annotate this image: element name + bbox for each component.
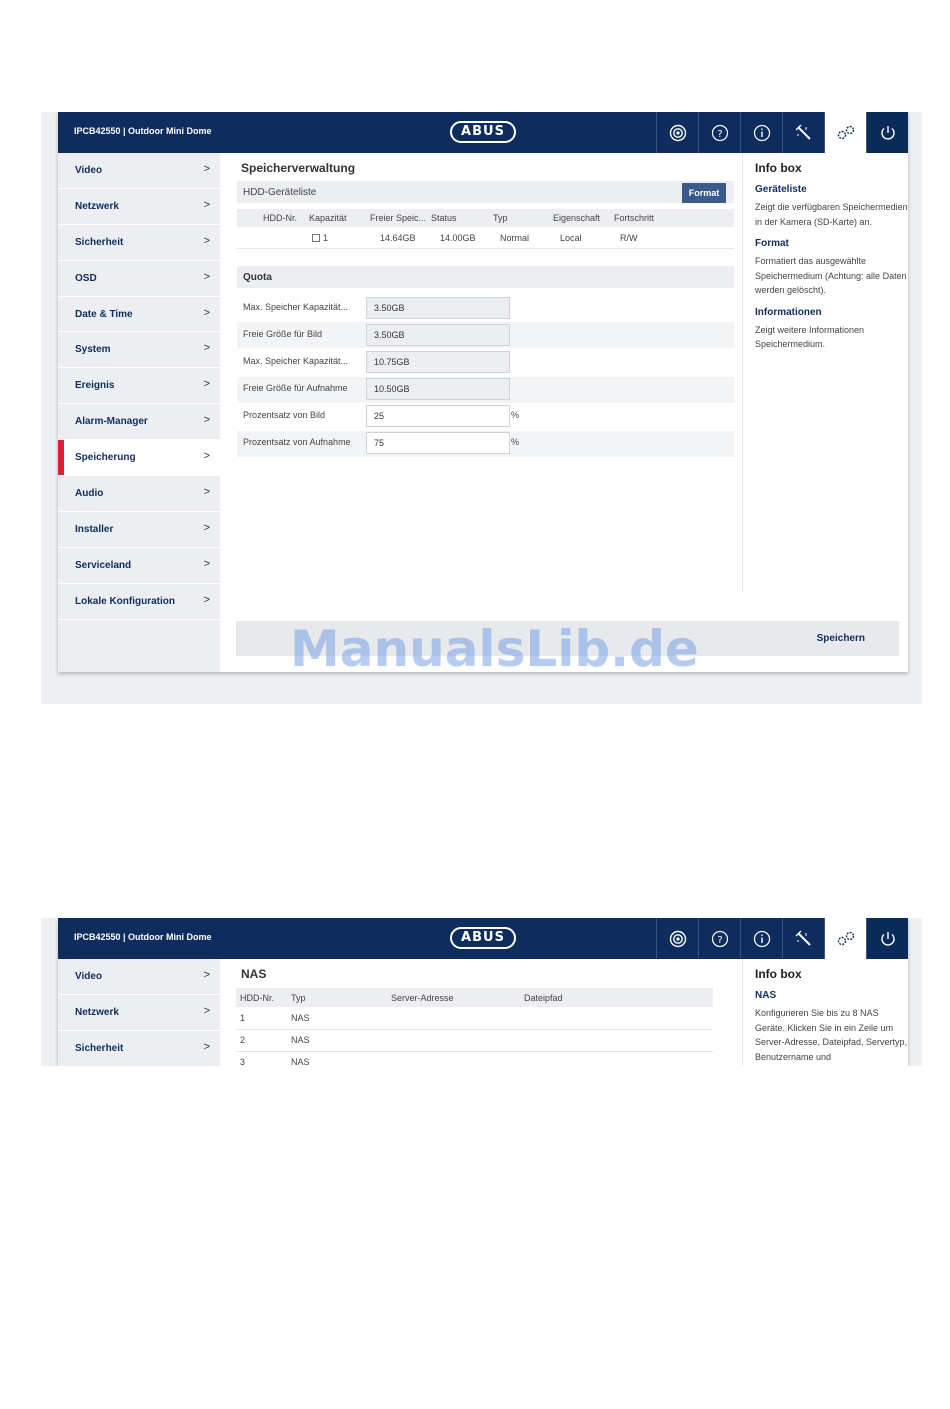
- info-text: Zeigt die verfügbaren Speichermedien in der Kamera (SD-Karte) an.: [755, 202, 908, 227]
- quota-label: Freie Größe für Bild: [243, 329, 323, 339]
- sidebar-item-serviceland[interactable]: Serviceland >: [58, 548, 220, 584]
- col-hdd-nr: HDD-Nr.: [263, 213, 297, 223]
- info-box-title: Info box: [755, 161, 802, 175]
- info-icon[interactable]: [740, 112, 782, 153]
- sidebar-item-ereignis[interactable]: Ereignis >: [58, 368, 220, 404]
- svg-text:?: ?: [716, 934, 723, 946]
- camera-icon[interactable]: [656, 918, 698, 959]
- info-heading: Geräteliste: [755, 184, 807, 195]
- toolbar: [656, 918, 908, 959]
- table-row[interactable]: 2 NAS: [236, 1030, 713, 1052]
- max-image-capacity-field: 3.50GB: [366, 297, 510, 319]
- chevron-right-icon: >: [203, 450, 210, 463]
- wizard-icon[interactable]: [782, 112, 824, 153]
- info-box: [742, 959, 908, 1066]
- chevron-right-icon: >: [203, 1040, 210, 1053]
- main-content: [220, 959, 908, 1066]
- hdd-list-bar: [237, 181, 734, 203]
- chevron-right-icon: >: [203, 306, 210, 319]
- storage-screenshot: [41, 112, 922, 704]
- abus-logo: ABUS: [450, 121, 516, 143]
- info-text: Formatiert das ausgewählte Speichermedium (Achtung: alle Daten werden gelöscht).: [755, 256, 907, 295]
- chevron-right-icon: >: [203, 234, 210, 247]
- col-kapazitaet: Kapazität: [309, 213, 347, 223]
- col-dateipfad: Dateipfad: [524, 993, 563, 1003]
- nas-title: NAS: [241, 967, 267, 981]
- quota-label: Prozentsatz von Bild: [243, 410, 326, 420]
- main-content: [220, 153, 908, 672]
- chevron-right-icon: >: [203, 198, 210, 211]
- sidebar-item-alarm-manager[interactable]: Alarm-Manager >: [58, 404, 220, 440]
- quota-title: Quota: [243, 272, 272, 283]
- info-heading: Format: [755, 238, 789, 249]
- table-row[interactable]: 3 NAS: [236, 1052, 713, 1066]
- camera-icon[interactable]: [656, 112, 698, 153]
- col-eigenschaft: Eigenschaft: [553, 213, 601, 223]
- abus-logo: ABUS: [450, 927, 516, 949]
- app-window: [58, 112, 908, 672]
- info-text: Zeigt weitere Informationen Speichermedium.: [755, 324, 865, 349]
- sidebar-item-sicherheit[interactable]: Sicherheit >: [58, 225, 220, 261]
- col-status: Status: [431, 213, 457, 223]
- quota-bar: [237, 266, 734, 288]
- sidebar-item-speicherung[interactable]: Speicherung >: [58, 440, 220, 476]
- help-icon[interactable]: [698, 112, 740, 153]
- top-bar: [58, 918, 908, 959]
- chevron-right-icon: >: [203, 342, 210, 355]
- table-row[interactable]: 1 NAS: [236, 1008, 713, 1030]
- col-typ: Typ: [291, 993, 306, 1003]
- chevron-right-icon: >: [203, 486, 210, 499]
- record-percentage-input[interactable]: 75: [366, 432, 510, 454]
- device-title: IPCB42550 | Outdoor Mini Dome: [74, 932, 212, 942]
- nas-table-header: [236, 988, 713, 1007]
- toolbar: [656, 112, 908, 153]
- hdd-table-header: [237, 209, 734, 227]
- col-fortschritt: Fortschritt: [614, 213, 655, 223]
- chevron-right-icon: >: [203, 270, 210, 283]
- top-bar: [58, 112, 908, 153]
- max-record-capacity-field: 10.75GB: [366, 351, 510, 373]
- chevron-right-icon: >: [203, 414, 210, 427]
- wizard-icon[interactable]: [782, 918, 824, 959]
- chevron-right-icon: >: [203, 1004, 210, 1017]
- chevron-right-icon: >: [203, 557, 210, 570]
- sidebar-item-audio[interactable]: Audio >: [58, 476, 220, 512]
- chevron-right-icon: >: [203, 593, 210, 606]
- chevron-right-icon: >: [203, 163, 210, 175]
- col-typ: Typ: [493, 213, 508, 223]
- quota-label: Freie Größe für Aufnahme: [243, 383, 348, 393]
- quota-label: Prozentsatz von Aufnahme: [243, 437, 351, 447]
- info-icon[interactable]: [740, 918, 782, 959]
- sidebar-item-lokale-konfiguration[interactable]: Lokale Konfiguration >: [58, 584, 220, 620]
- row-checkbox[interactable]: [312, 234, 320, 242]
- image-percentage-input[interactable]: 25: [366, 405, 510, 427]
- col-hdd-nr: HDD-Nr.: [240, 993, 274, 1003]
- chevron-right-icon: >: [203, 378, 210, 391]
- info-box: [742, 153, 908, 592]
- quota-label: Max. Speicher Kapazität...: [243, 302, 349, 312]
- free-record-size-field: 10.50GB: [366, 378, 510, 400]
- info-box-title: Info box: [755, 967, 802, 981]
- sidebar-item-sicherheit[interactable]: Sicherheit >: [58, 1031, 220, 1066]
- table-row[interactable]: 1 14.64GB 14.00GB Normal Local R/W: [237, 228, 734, 249]
- chevron-right-icon: >: [203, 521, 210, 534]
- power-icon[interactable]: [866, 918, 908, 959]
- power-icon[interactable]: [866, 112, 908, 153]
- sidebar: [58, 153, 220, 672]
- quota-label: Max. Speicher Kapazität...: [243, 356, 349, 366]
- sidebar-item-video[interactable]: Video >: [58, 153, 220, 189]
- sidebar-item-video[interactable]: Video >: [58, 959, 220, 995]
- sidebar: [58, 959, 220, 1066]
- col-freier-speicher: Freier Speic...: [370, 213, 427, 223]
- settings-icon[interactable]: [824, 918, 866, 959]
- percent-unit: %: [511, 410, 520, 420]
- sidebar-item-date-time[interactable]: Date & Time >: [58, 297, 220, 333]
- nas-screenshot: [41, 918, 922, 1066]
- col-server-adresse: Server-Adresse: [391, 993, 454, 1003]
- chevron-right-icon: >: [203, 969, 210, 981]
- sidebar-item-netzwerk[interactable]: Netzwerk >: [58, 995, 220, 1031]
- info-heading: NAS: [755, 990, 777, 1001]
- app-window: [58, 918, 908, 1066]
- svg-text:?: ?: [716, 128, 723, 140]
- device-title: IPCB42550 | Outdoor Mini Dome: [74, 126, 212, 136]
- info-text: Konfigurieren Sie bis zu 8 NAS Geräte. Klicken Sie in ein Zeile um Server-Adresse, Dateipfad, Servertyp, Benutzername und: [755, 1008, 908, 1062]
- sidebar-item-netzwerk[interactable]: Netzwerk >: [58, 189, 220, 225]
- save-button[interactable]: Speichern: [816, 633, 865, 644]
- format-button[interactable]: Format: [682, 183, 726, 203]
- watermark: ManualsLib.de: [290, 620, 699, 678]
- sidebar-item-osd[interactable]: OSD >: [58, 261, 220, 297]
- page-title: Speicherverwaltung: [241, 161, 356, 175]
- hdd-list-label: HDD-Geräteliste: [243, 187, 317, 198]
- sidebar-item-system[interactable]: System >: [58, 332, 220, 368]
- percent-unit: %: [511, 437, 520, 447]
- settings-icon[interactable]: [824, 112, 866, 153]
- sidebar-item-installer[interactable]: Installer >: [58, 512, 220, 548]
- info-heading: Informationen: [755, 306, 822, 318]
- free-image-size-field: 3.50GB: [366, 324, 510, 346]
- help-icon[interactable]: [698, 918, 740, 959]
